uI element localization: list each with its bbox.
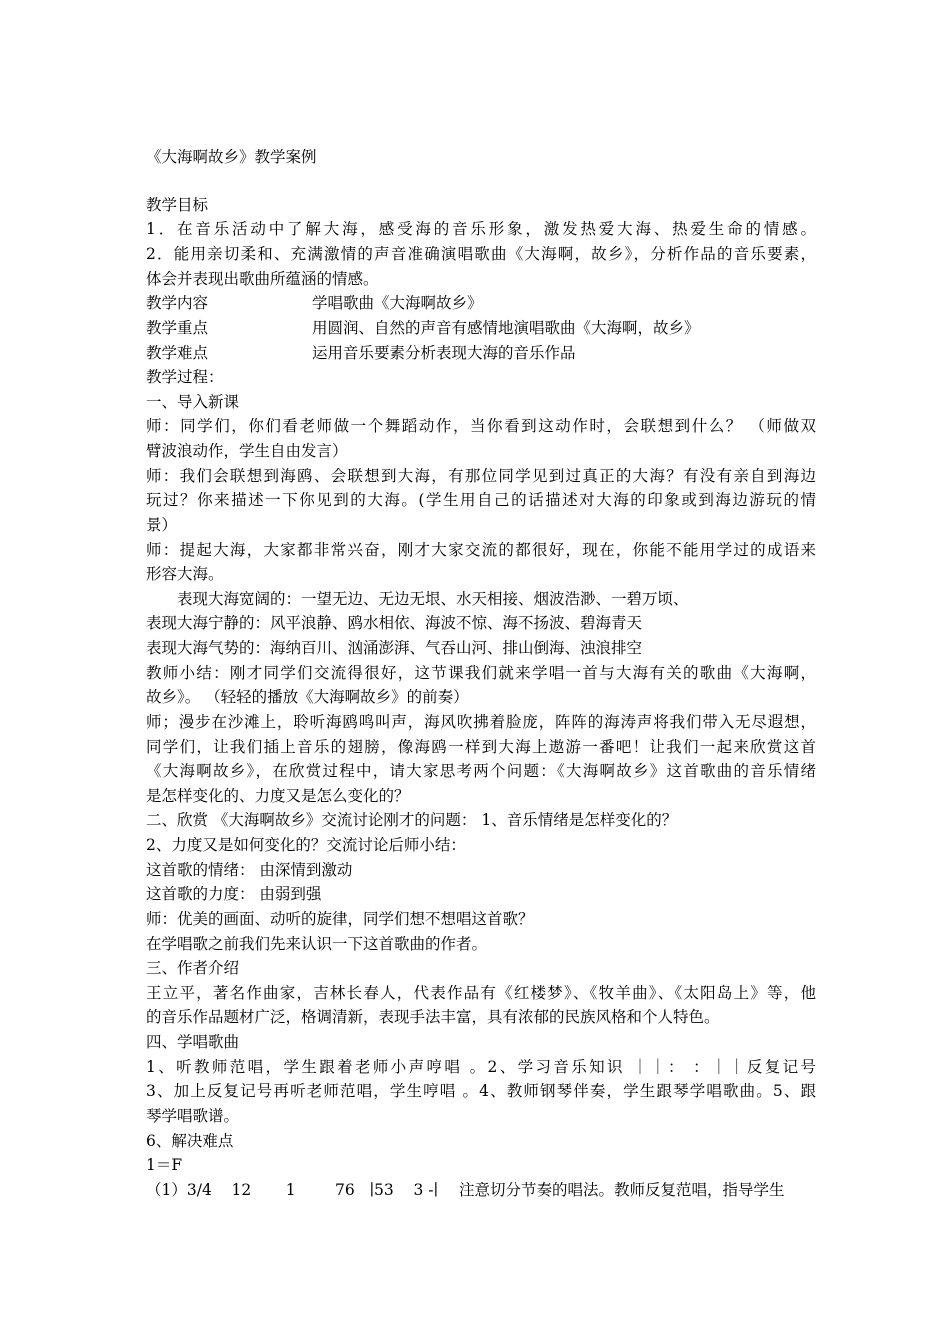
paragraph-2-line-3: 景） <box>146 516 178 534</box>
paragraph-3-line-1: 师：提起大海，大家都非常兴奋，刚才大家交流的都很好，现在，你能不能用学过的成语来 <box>146 541 816 559</box>
teaching-content-value: 学唱歌曲《大海啊故乡》 <box>312 294 483 312</box>
teaching-focus-row <box>146 316 816 341</box>
teaching-difficulty-row <box>146 341 816 366</box>
teaching-content-label: 教学内容 <box>146 294 209 312</box>
paragraph-3-line-2: 形容大海。 <box>146 565 224 583</box>
document-title: 《大海啊故乡》教学案例 <box>146 148 317 166</box>
idiom-line-3: 表现大海气势的：海纳百川、汹涌澎湃、气吞山河、排山倒海、浊浪排空 <box>146 639 643 657</box>
section-2-heading: 二、欣赏 《大海啊故乡》交流讨论刚才的问题： 1、音乐情绪是怎样变化的？ <box>146 811 678 829</box>
key-signature: 1＝F <box>146 1156 183 1174</box>
notation-row <box>146 1178 816 1203</box>
teaching-difficulty-value: 运用音乐要素分析表现大海的音乐作品 <box>312 344 576 362</box>
paragraph-4-line-4: 是怎样变化的、力度又是怎么变化的？ <box>146 787 410 805</box>
teaching-focus-label: 教学重点 <box>146 319 209 337</box>
question-2: 2、力度又是如何变化的？交流讨论后师小结： <box>146 836 466 854</box>
objective-2-line-1: 2．能用亲切柔和、充满激情的声音准确演唱歌曲《大海啊，故乡》，分析作品的音乐要素， <box>146 245 816 263</box>
paragraph-1-line-1: 师：同学们，你们看老师做一个舞蹈动作，当你看到这动作时，会联想到什么？ （师做双 <box>146 417 816 435</box>
idiom-line-2: 表现大海宁静的：风平浪静、鸥水相依、海波不惊、海不扬波、碧海青天 <box>146 614 643 632</box>
teaching-content-row <box>146 291 816 316</box>
teaching-focus-value: 用圆润、自然的声音有感情地演唱歌曲《大海啊，故乡》 <box>312 319 700 337</box>
paragraph-4-line-2: 同学们，让我们插上音乐的翅膀，像海鸥一样到大海上遨游一番吧！让我们一起来欣赏这首 <box>146 738 816 756</box>
summary-line-1: 教师小结：刚才同学们交流得很好，这节课我们就来学唱一首与大海有关的歌曲《大海啊， <box>146 664 816 682</box>
objective-1: 1．在音乐活动中了解大海，感受海的音乐形象，激发热爱大海、热爱生命的情感。 <box>146 220 816 238</box>
section-4-heading: 四、学唱歌曲 <box>146 1033 240 1051</box>
paragraph-2-line-1: 师：我们会联想到海鸥、会联想到大海，有那位同学见到过真正的大海？有没有亲自到海边 <box>146 467 816 485</box>
steps-line-1: 1、听教师范唱，学生跟着老师小声哼唱 。2、学习音乐知识 ｜｜： ：｜｜反复记号 <box>146 1058 816 1076</box>
paragraph-5: 师：优美的画面、动听的旋律，同学们想不想唱这首歌？ <box>146 910 534 928</box>
section-3-heading: 三、作者介绍 <box>146 959 240 977</box>
song-mood: 这首歌的情绪： 由深情到激动 <box>146 861 353 879</box>
steps-line-2: 3、加上反复记号再听老师范唱，学生哼唱 。4、教师钢琴伴奏，学生跟琴学唱歌曲。5、跟 <box>146 1082 816 1100</box>
author-line-1: 王立平，著名作曲家，吉林长春人，代表作品有《红楼梦》、《牧羊曲》、《太阳岛上》等，他 <box>146 984 816 1002</box>
notation-example: （1）3/4 12 1 76 ∣53 3 -∣ <box>146 1181 438 1199</box>
step-6-heading: 6、解决难点 <box>146 1132 234 1150</box>
objective-2-line-2: 体会并表现出歌曲所蕴涵的情感。 <box>146 270 379 288</box>
section-1-heading: 一、导入新课 <box>146 393 240 411</box>
notation-note: 注意切分节奏的唱法。教师反复范唱，指导学生 <box>459 1181 785 1199</box>
author-line-2: 的音乐作品题材广泛，格调清新，表现手法丰富，具有浓郁的民族风格和个人特色。 <box>146 1008 720 1026</box>
paragraph-2-line-2: 玩过？你来描述一下你见到的大海。(学生用自己的话描述对大海的印象或到海边游玩的情 <box>146 491 816 509</box>
objectives-heading: 教学目标 <box>146 196 209 214</box>
summary-line-2: 故乡》。 （轻轻的播放《大海啊故乡》的前奏） <box>146 688 469 706</box>
paragraph-1-line-2: 臂波浪动作，学生自由发言） <box>146 442 348 460</box>
teaching-difficulty-label: 教学难点 <box>146 344 209 362</box>
song-dynamics: 这首歌的力度： 由弱到强 <box>146 885 322 903</box>
steps-line-3: 琴学唱歌谱。 <box>146 1107 240 1125</box>
paragraph-4-line-1: 师；漫步在沙滩上，聆听海鸥鸣叫声，海风吹拂着脸庞，阵阵的海涛声将我们带入无尽遐想， <box>146 713 816 731</box>
paragraph-4-line-3: 《大海啊故乡》，在欣赏过程中，请大家思考两个问题：《大海啊故乡》这首歌曲的音乐情绪 <box>146 762 816 780</box>
idiom-line-1: 表现大海宽阔的：一望无边、无边无垠、水天相接、烟波浩渺、一碧万顷、 <box>177 590 689 608</box>
process-heading: 教学过程： <box>146 368 224 386</box>
paragraph-6: 在学唱歌之前我们先来认识一下这首歌曲的作者。 <box>146 935 488 953</box>
